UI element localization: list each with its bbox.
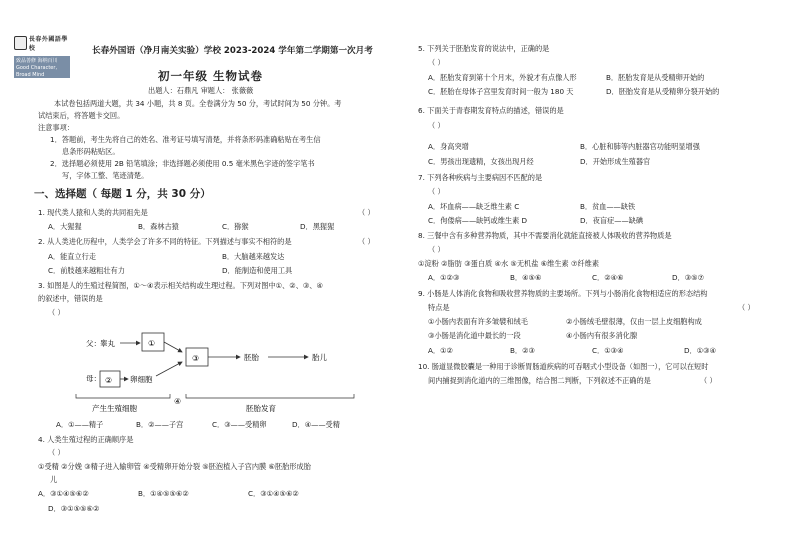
q10-answer-paren: （ ） [700, 376, 717, 385]
q3-answer-paren: （ ） [48, 308, 65, 317]
q8-items: ①淀粉 ②脂肪 ③蛋白质 ④水 ⑤无机盐 ⑥维生素 ⑦纤维素 [418, 259, 600, 268]
q9-stem-1: 9. 小肠是人体消化食物和吸收营养物质的主要场所。下列与小肠消化食物相适应的形态结构 [418, 289, 708, 298]
q3-option-b: B．②——子宫 [136, 420, 184, 429]
q9-item-2: ②小肠绒毛壁很薄，仅由一层上皮细胞构成 [566, 317, 702, 326]
school-logo [14, 34, 74, 78]
section-1-title: 一、选择题（ 每题 1 分，共 30 分） [34, 188, 211, 200]
q6-option-d: D．开始形成生殖器官 [580, 157, 651, 166]
q1-option-c: C．猕猴 [222, 222, 249, 231]
school-logo-name: 長春外國語學校 [28, 36, 68, 52]
q4-option-b: B．①④⑤⑤⑥② [138, 489, 189, 498]
q2-option-d: D．能制造和使用工具 [222, 266, 293, 275]
q4-stem: 4. 人类生殖过程的正确顺序是 [38, 435, 134, 444]
q6-stem: 6. 下面关于青春期发育特点的描述，错误的是 [418, 106, 564, 115]
q3-option-c: C．③——受精卵 [212, 420, 267, 429]
q7-option-a: A．坏血病——缺乏维生素 C [428, 202, 520, 211]
q4-option-c: C．③①④⑤⑥② [248, 489, 299, 498]
q4-option-d: D．③①⑤⑤⑥② [48, 504, 100, 513]
q1-answer-paren: （ ） [358, 208, 375, 217]
q3-stem-2: 的叙述中，错误的是 [38, 294, 103, 303]
q9-option-a: A．①② [428, 346, 453, 355]
diagram-label-2: ② [105, 376, 113, 385]
q3-stem-1: 3. 如图是人的生殖过程简图，①～④表示相关结构或生理过程。下列对图中①、②、③、④ [38, 281, 323, 290]
intro-line-1: 本试卷包括两道大题，共 34 小题，共 8 页。全卷满分为 50 分，考试时间为 50 分钟。考 [54, 99, 342, 108]
q8-option-d: D．③⑤⑦ [672, 273, 705, 282]
diagram-fetus-label: 胎儿 [312, 353, 327, 362]
diagram-embryo-label: 胚胎 [244, 353, 259, 362]
q8-option-a: A．①②③ [428, 273, 460, 282]
q6-option-c: C．男孩出现遗精，女孩出现月经 [428, 157, 534, 166]
q9-option-b: B．②③ [510, 346, 536, 355]
q4-option-a: A．③①④⑤⑥② [38, 489, 89, 498]
q5-option-a: A．胚胎发育到第十个月末，外貌才有点像人形 [428, 73, 577, 82]
q9-item-4: ④小肠内有很多消化腺 [566, 331, 638, 340]
q7-stem: 7. 下列各种疾病与主要病因不匹配的是 [418, 173, 543, 182]
q7-answer-paren: （ ） [428, 187, 445, 196]
q5-option-c: C．胚胎在母体子宫里发育时间一般为 180 天 [428, 87, 574, 96]
q1-option-b: B．森林古猿 [138, 222, 179, 231]
q1-option-d: D．黑猩猩 [300, 222, 335, 231]
q7-option-c: C．佝偻病——缺钙或维生素 D [428, 216, 528, 225]
q2-option-a: A．能直立行走 [48, 252, 97, 261]
q8-option-c: C．②④⑥ [592, 273, 624, 282]
diagram-label-4: ④ [174, 397, 182, 406]
q7-option-b: B．贫血——缺铁 [580, 202, 636, 211]
diagram-label-3: ③ [192, 354, 200, 363]
q4-answer-paren: （ ） [48, 448, 65, 457]
q3-option-a: A．①——精子 [56, 420, 104, 429]
q5-option-d: D．胚胎发育是从受精卵分裂开始的 [606, 87, 720, 96]
note-2a: 2．选择题必须使用 2B 铅笔填涂；非选择题必须使用 0.5 毫米黑色字迹的签字笔书 [50, 159, 315, 168]
motto-en: Good Character, Broad Mind [16, 65, 58, 78]
note-1b: 息条形码粘贴区。 [62, 147, 120, 156]
q2-answer-paren: （ ） [358, 237, 375, 246]
diagram-testis-label: 睾丸 [100, 339, 115, 348]
q7-option-d: D．夜盲症——缺碘 [580, 216, 644, 225]
q9-answer-paren: （ ） [738, 303, 755, 312]
diagram-label-1: ① [148, 339, 156, 348]
q1-stem: 1. 现代类人猿和人类的共同祖先是 [38, 208, 148, 217]
diagram-development-caption: 胚胎发育 [246, 404, 276, 413]
exam-title: 初一年级 生物试卷 [158, 69, 264, 83]
q6-option-a: A．身高突增 [428, 142, 469, 151]
q5-answer-paren: （ ） [428, 58, 445, 67]
q2-stem: 2. 从人类进化历程中，人类学会了许多不同的特征。下列描述与事实不相符的是 [38, 237, 292, 246]
authors-line: 出题人：石鼎凡 审题人： 张薇薇 [148, 86, 254, 95]
school-emblem-icon [14, 36, 27, 50]
q8-answer-paren: （ ） [428, 245, 445, 254]
q9-option-d: D．①③④ [684, 346, 717, 355]
q9-item-3: ③小肠是消化道中最长的一段 [428, 331, 521, 340]
q4-items-1: ①受精 ②分娩 ③精子进入输卵管 ④受精卵开始分裂 ⑤胚泡植入子宫内膜 ⑥胚胎形成胎 [38, 462, 311, 471]
q9-stem-2: 特点是 [428, 303, 450, 312]
diagram-mother-label: 母： [86, 374, 101, 383]
q9-item-1: ①小肠内表面有许多皱襞和绒毛 [428, 317, 528, 326]
q10-stem-1: 10. 肠道显微胶囊是一种用于诊断胃肠道疾病的可吞咽式小型设备（如图一），它可以在短时 [418, 362, 709, 371]
q9-option-c: C．①③④ [592, 346, 624, 355]
school-line: 长春外国语（净月南关实验）学校 2023-2024 学年第二学期第一次月考 [92, 46, 373, 56]
q5-stem: 5. 下列关于胚胎发育的说法中，正确的是 [418, 44, 550, 53]
diagram-father-label: 父： [86, 339, 101, 348]
intro-line-2: 试结束后，将答题卡交回。 [38, 111, 125, 120]
q3-option-d: D．④——受精 [292, 420, 340, 429]
note-1a: 1．答题前，考生先将自己的姓名、准考证号填写清楚，并将条形码准确粘贴在考生信 [50, 135, 321, 144]
note-2b: 写，字体工整、笔迹清楚。 [62, 171, 149, 180]
diagram-germcell-caption: 产生生殖细胞 [92, 404, 137, 413]
motto-cn: 致品善修 海纳百川 [16, 58, 58, 64]
q10-stem-2: 间内捕捉到消化道内的三维图像，结合图二判断，下列叙述不正确的是 [428, 376, 651, 385]
q8-option-b: B．④⑤⑥ [510, 273, 542, 282]
q2-option-c: C．前肢越来越粗壮有力 [48, 266, 125, 275]
q5-option-b: B．胚胎发育是从受精卵开始的 [606, 73, 705, 82]
q1-option-a: A．大猩猩 [48, 222, 82, 231]
q6-answer-paren: （ ） [428, 121, 445, 130]
reproduction-diagram [70, 318, 360, 416]
q6-option-b: B．心脏和肺等内脏器官功能明显增强 [580, 142, 700, 151]
diagram-ovum-label: 卵细胞 [130, 375, 153, 384]
q2-option-b: B．大脑越来越发达 [222, 252, 285, 261]
notes-title: 注意事项： [38, 123, 74, 132]
school-motto [14, 56, 70, 78]
q4-items-2: 儿 [50, 475, 58, 484]
q8-stem: 8. 三餐中含有多种营养物质，其中不需要消化就能直接被人体吸收的营养物质是 [418, 231, 672, 240]
